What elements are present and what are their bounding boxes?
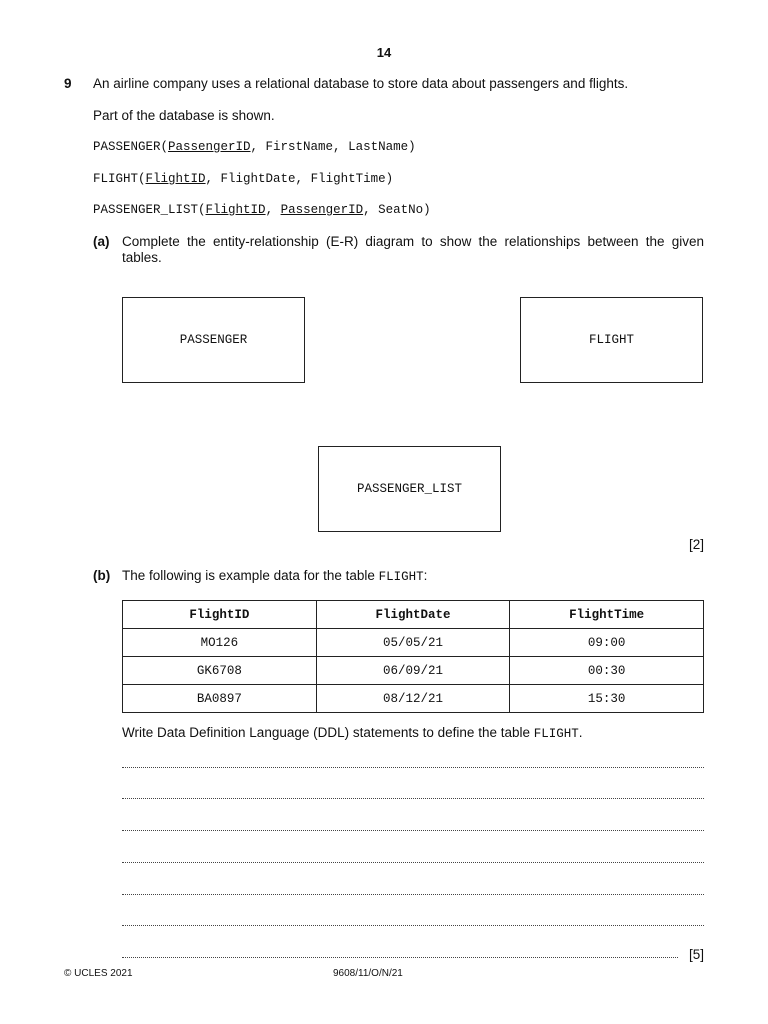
question-intro: Part of the database is shown. (93, 108, 275, 123)
table-cell: 15:30 (510, 685, 704, 713)
column-header: FlightID (123, 601, 317, 629)
table-name: FLIGHT (378, 570, 424, 584)
schema-flight: FLIGHT(FlightID, FlightDate, FlightTime) (93, 172, 394, 186)
question-text: An airline company uses a relational database to store data about passengers and flights. (93, 76, 629, 91)
column-header: FlightTime (510, 601, 704, 629)
part-a-text: Complete the entity-relationship (E-R) diagram to show the relationships between the given tables. (122, 234, 704, 265)
table-cell: 00:30 (510, 657, 704, 685)
part-b-label: (b) (93, 568, 111, 583)
primary-key: FlightID (145, 172, 206, 186)
table-cell: 06/09/21 (316, 657, 510, 685)
entity-passenger[interactable]: PASSENGER (122, 297, 305, 383)
table-name: FLIGHT (533, 727, 579, 741)
answer-line[interactable] (122, 829, 704, 831)
page-number: 14 (376, 45, 392, 60)
ddl-instruction: Write Data Definition Language (DDL) statements to define the table FLIGHT. (122, 725, 583, 741)
table-cell: 05/05/21 (316, 629, 510, 657)
flight-data-table (122, 600, 704, 713)
footer-copyright: © UCLES 2021 (64, 968, 133, 979)
schema-passenger-list: PASSENGER_LIST(FlightID, PassengerID, SeatNo) (93, 203, 431, 217)
part-b-marks: [5] (688, 947, 704, 962)
answer-line[interactable] (122, 766, 704, 768)
footer-paper-code: 9608/11/O/N/21 (333, 968, 403, 979)
part-a-marks: [2] (688, 537, 704, 552)
answer-line[interactable] (122, 861, 704, 863)
table-cell: BA0897 (123, 685, 317, 713)
question-number: 9 (64, 76, 72, 91)
answer-line[interactable] (122, 924, 704, 926)
part-b-text: The following is example data for the table FLIGHT: (122, 568, 428, 584)
table-row (123, 685, 704, 713)
primary-key: PassengerID (168, 140, 251, 154)
entity-flight[interactable]: FLIGHT (520, 297, 703, 383)
primary-key: PassengerID (280, 203, 364, 217)
table-cell: 09:00 (510, 629, 704, 657)
primary-key: FlightID (205, 203, 266, 217)
column-header: FlightDate (316, 601, 510, 629)
entity-passenger-list[interactable]: PASSENGER_LIST (318, 446, 501, 532)
schema-passenger: PASSENGER(PassengerID, FirstName, LastName) (93, 140, 416, 154)
part-a-label: (a) (93, 234, 110, 249)
table-header-row (123, 601, 704, 629)
table-cell: MO126 (123, 629, 317, 657)
table-cell: 08/12/21 (316, 685, 510, 713)
table-row (123, 657, 704, 685)
answer-line[interactable] (122, 893, 704, 895)
table-cell: GK6708 (123, 657, 317, 685)
table-row (123, 629, 704, 657)
answer-line[interactable] (122, 797, 704, 799)
answer-line[interactable] (122, 956, 678, 958)
